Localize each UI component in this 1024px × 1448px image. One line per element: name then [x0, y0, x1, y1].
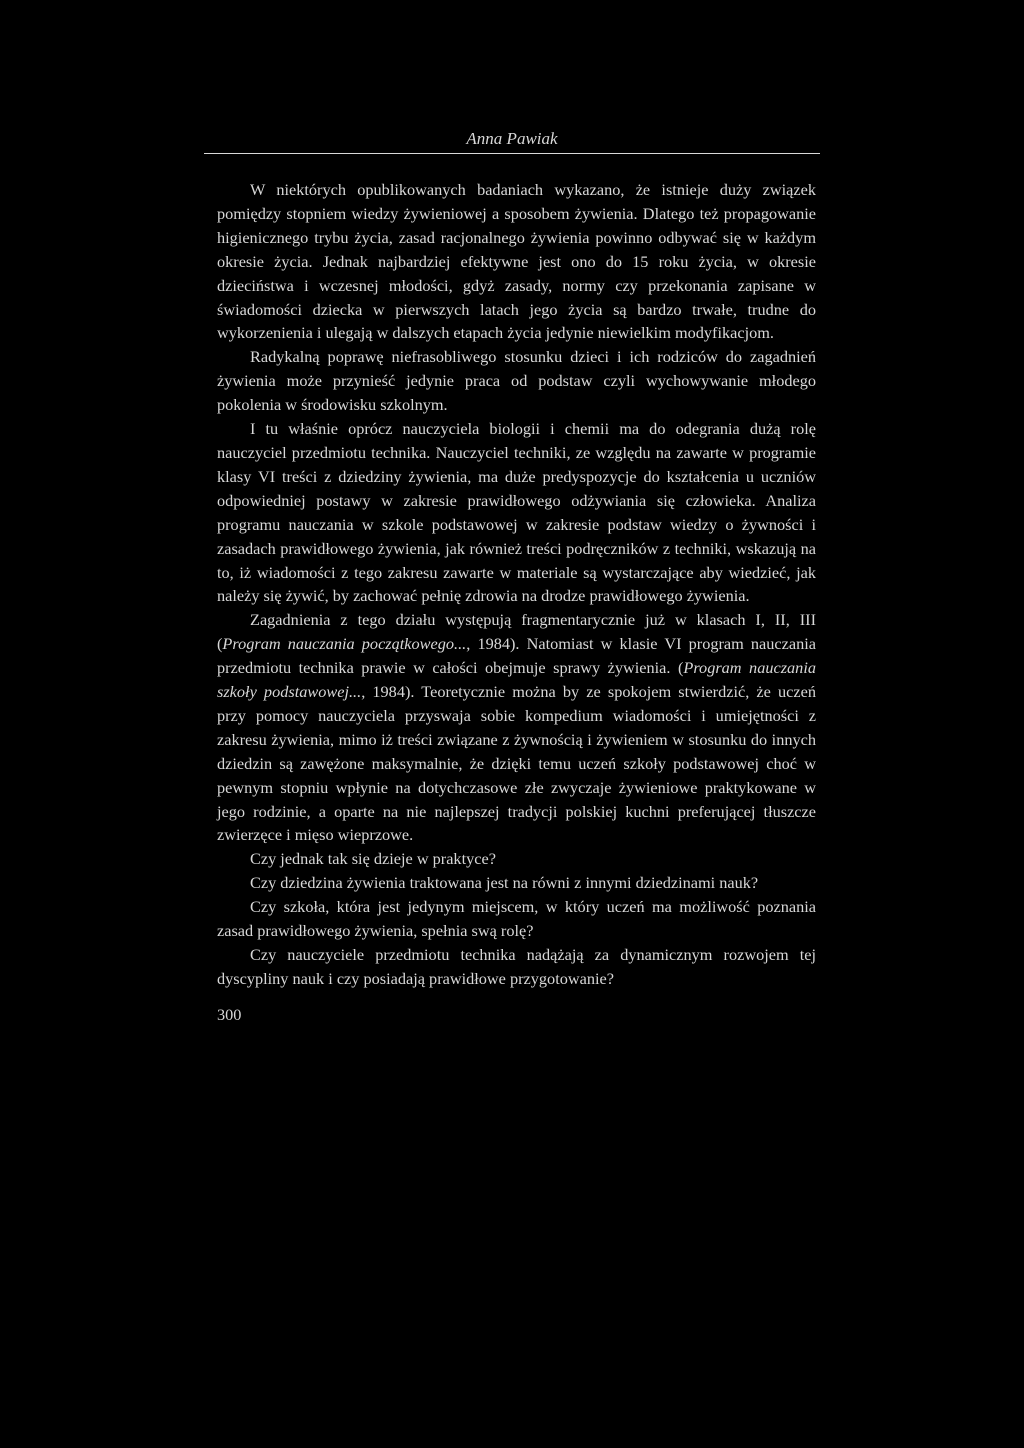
paragraph-6-text: Czy dziedzina żywienia traktowana jest na równi z innymi dziedzinami nauk? — [250, 873, 759, 893]
header-rule — [204, 153, 820, 154]
citation-program-nauczania-poczatkowego: Program nauczania początkowego... — [222, 634, 467, 654]
paragraph-4-text-b: , 1984). Natomiast w klasie VI program nauczania przedmiotu technika prawie w całości obejmuje sprawy żywienia. ( — [217, 634, 816, 678]
citation-program-nauczania-szkoly-podstawowej: Program nauczania szkoły podstawowej... — [217, 658, 816, 702]
paragraph-7-text: Czy szkoła, która jest jedynym miejscem, w który uczeń ma możliwość poznania zasad prawidłowego żywienia, spełnia swą rolę? — [217, 897, 816, 941]
paragraph-2 — [217, 345, 816, 417]
paragraph-8-text: Czy nauczyciele przedmiotu technika nadążają za dynamicznym rozwojem tej dyscypliny nauk i czy posiadają prawidłowe przygotowanie? — [217, 945, 816, 988]
paragraph-8-question — [217, 943, 816, 991]
paragraph-3 — [217, 417, 816, 608]
body-text — [217, 178, 816, 991]
paragraph-2-text: Radykalną poprawę niefrasobliwego stosunku dzieci i ich rodziców do zagadnień żywienia może przynieść jedynie praca od podstaw czyli wychowywanie młodego pokolenia w środowisku szkolnym. — [217, 347, 816, 415]
paragraph-1 — [217, 178, 816, 345]
paragraph-3-text: I tu właśnie oprócz nauczyciela biologii i chemii ma do odegrania dużą rolę nauczyciel przedmiotu technika. Nauczyciel techniki, ze względu na zawarte w programie klasy VI treści z dziedziny żywienia, ma duże predyspozycje do kształcenia u uczniów odpowiedniej postawy w zakresie prawidłowego odżywiania się człowieka. Analiza programu nauczania w szkole podstawowej w zakresie podstaw wiedzy o żywności i zasadach prawidłowego żywienia, jak również treści podręczników z techniki, wskazują na to, iż wiadomości z tego zakresu zawarte w materiale są wystarczające aby wiedzieć, jak należy się żywić, by zachować pełnię zdrowia na drodze prawidłowego żywienia. — [217, 419, 816, 606]
running-head-author: Anna Pawiak — [466, 129, 558, 148]
paragraph-4-text-a: Zagadnienia z tego działu występują fragmentarycznie już w klasach I, II, III ( — [217, 610, 816, 654]
paragraph-5-question — [217, 847, 816, 871]
paragraph-1-text: W niektórych opublikowanych badaniach wykazano, że istnieje duży związek pomiędzy stopniem wiedzy żywieniowej a sposobem żywienia. Dlatego też propagowanie higienicznego trybu życia, zasad racjonalnego żywienia powinno odbywać się w każdym okresie życia. Jednak najbardziej efektywne jest ono do 15 roku życia, w okresie dzieciństwa i wczesnej młodości, gdyż zasady, normy czy przekonania zapisane w świadomości dziecka w pierwszych latach jego życia są bardzo trwałe, trudne do wykorzenienia i ulegają w dalszych etapach życia jedynie niewielkim modyfikacjom. — [217, 180, 816, 343]
paragraph-4-text-c: , 1984). Teoretycznie można by ze spokojem stwierdzić, że uczeń przy pomocy nauczyciela przyswaja sobie kompedium wiadomości i umiejętności z zakresu żywienia, mimo iż treści związane z żywnością i żywieniem w stosunku do innych dziedzin są zawężone maksymalnie, że dzięki temu uczeń szkoły podstawowej choć w pewnym stopniu wpłynie na dotychczasowe złe zwyczaje żywieniowe praktykowane w jego rodzinie, a oparte na nie najlepszej tradycji polskiej kuchni preferującej tłuszcze zwierzęce i mięso wieprzowe. — [217, 682, 816, 845]
paragraph-7-question — [217, 895, 816, 943]
paragraph-5-text: Czy jednak tak się dzieje w praktyce? — [250, 849, 496, 869]
paragraph-4 — [217, 608, 816, 847]
page-number: 300 — [217, 1005, 242, 1024]
paragraph-6-question — [217, 871, 816, 895]
